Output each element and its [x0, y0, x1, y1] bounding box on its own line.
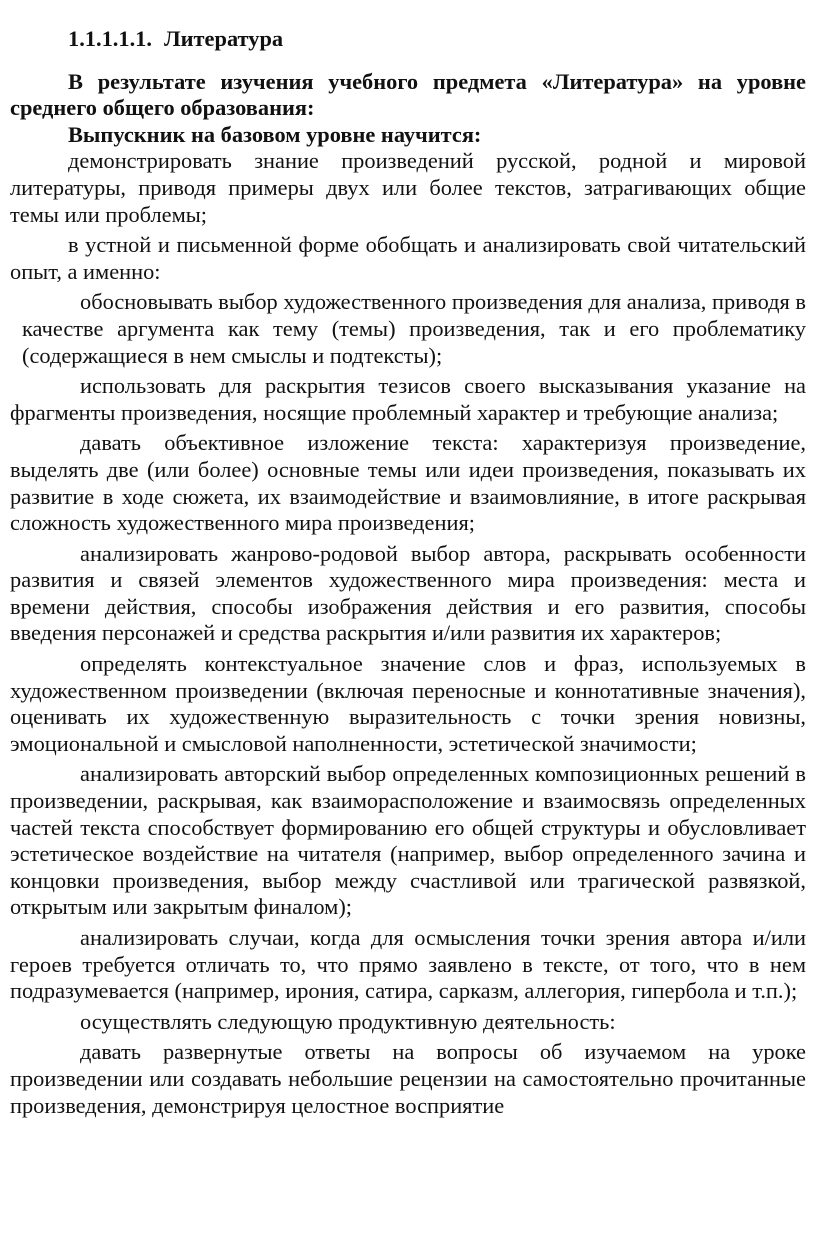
paragraph-1: демонстрировать знание произведений русской, родной и мировой литературы, приводя примеры двух или более текстов, затрагивающих общие темы или проблемы;	[10, 148, 806, 227]
paragraph-2: в устной и письменной форме обобщать и анализировать свой читательский опыт, а именно:	[10, 232, 806, 284]
list-item-4: анализировать жанрово-родовой выбор автора, раскрывать особенности развития и связей элементов художественного мира произведения: места и времени действия, способы изображения действия и его развития, способы введения персонажей и средства раскрытия и/или развития их характеров;	[10, 540, 806, 646]
list-item-6: анализировать авторский выбор определенных композиционных решений в произведении, раскрывая, как взаиморасположение и взаимосвязь определенных частей текста способствует формированию его общей структуры и обусловливает эстетическое воздействие на читателя (например, выбор определенного зачина и концовки произведения, выбор между счастливой или трагической развязкой, открытым или закрытым финалом);	[10, 761, 806, 920]
section-title: Литература	[163, 26, 284, 51]
list-item-5: определять контекстуальное значение слов и фраз, используемых в художественном произведении (включая переносные и коннотативные значения), оценивать их художественную выразительность с точки зрения новизны, эмоциональной и смысловой наполненности, эстетической значимости;	[10, 651, 806, 756]
section-heading	[10, 26, 806, 53]
list-item-2: использовать для раскрытия тезисов своего высказывания указание на фрагменты произведения, носящие проблемный характер и требующие анализа;	[10, 373, 806, 425]
list-item-1: обосновывать выбор художественного произведения для анализа, приводя в качестве аргумента как тему (темы) произведения, так и его проблематику (содержащиеся в нем смыслы и подтексты);	[22, 289, 806, 368]
subheading: Выпускник на базовом уровне научится:	[68, 121, 482, 147]
list-item-9: давать развернутые ответы на вопросы об изучаемом на уроке произведении или создавать небольшие рецензии на самостоятельно прочитанные произведения, демонстрируя целостное восприятие	[10, 1039, 806, 1118]
list-item-3: давать объективное изложение текста: характеризуя произведение, выделять две (или более) основные темы или идеи произведения, показывать их развитие в ходе сюжета, их взаимодействие и взаимовлияние, в итоге раскрывая сложность художественного мира произведения;	[10, 430, 806, 536]
list-item-8: осуществлять следующую продуктивную деятельность:	[80, 1008, 616, 1034]
intro-text: В результате изучения учебного предмета «Литература» на уровне среднего общего образования:	[10, 68, 806, 121]
list-item-7: анализировать случаи, когда для осмысления точки зрения автора и/или героев требуется отличать то, что прямо заявлено в тексте, от того, что в нем подразумевается (например, ирония, сатира, сарказм, аллегория, гипербола и т.п.);	[10, 925, 806, 1004]
section-number: 1.1.1.1.1.	[68, 26, 152, 51]
